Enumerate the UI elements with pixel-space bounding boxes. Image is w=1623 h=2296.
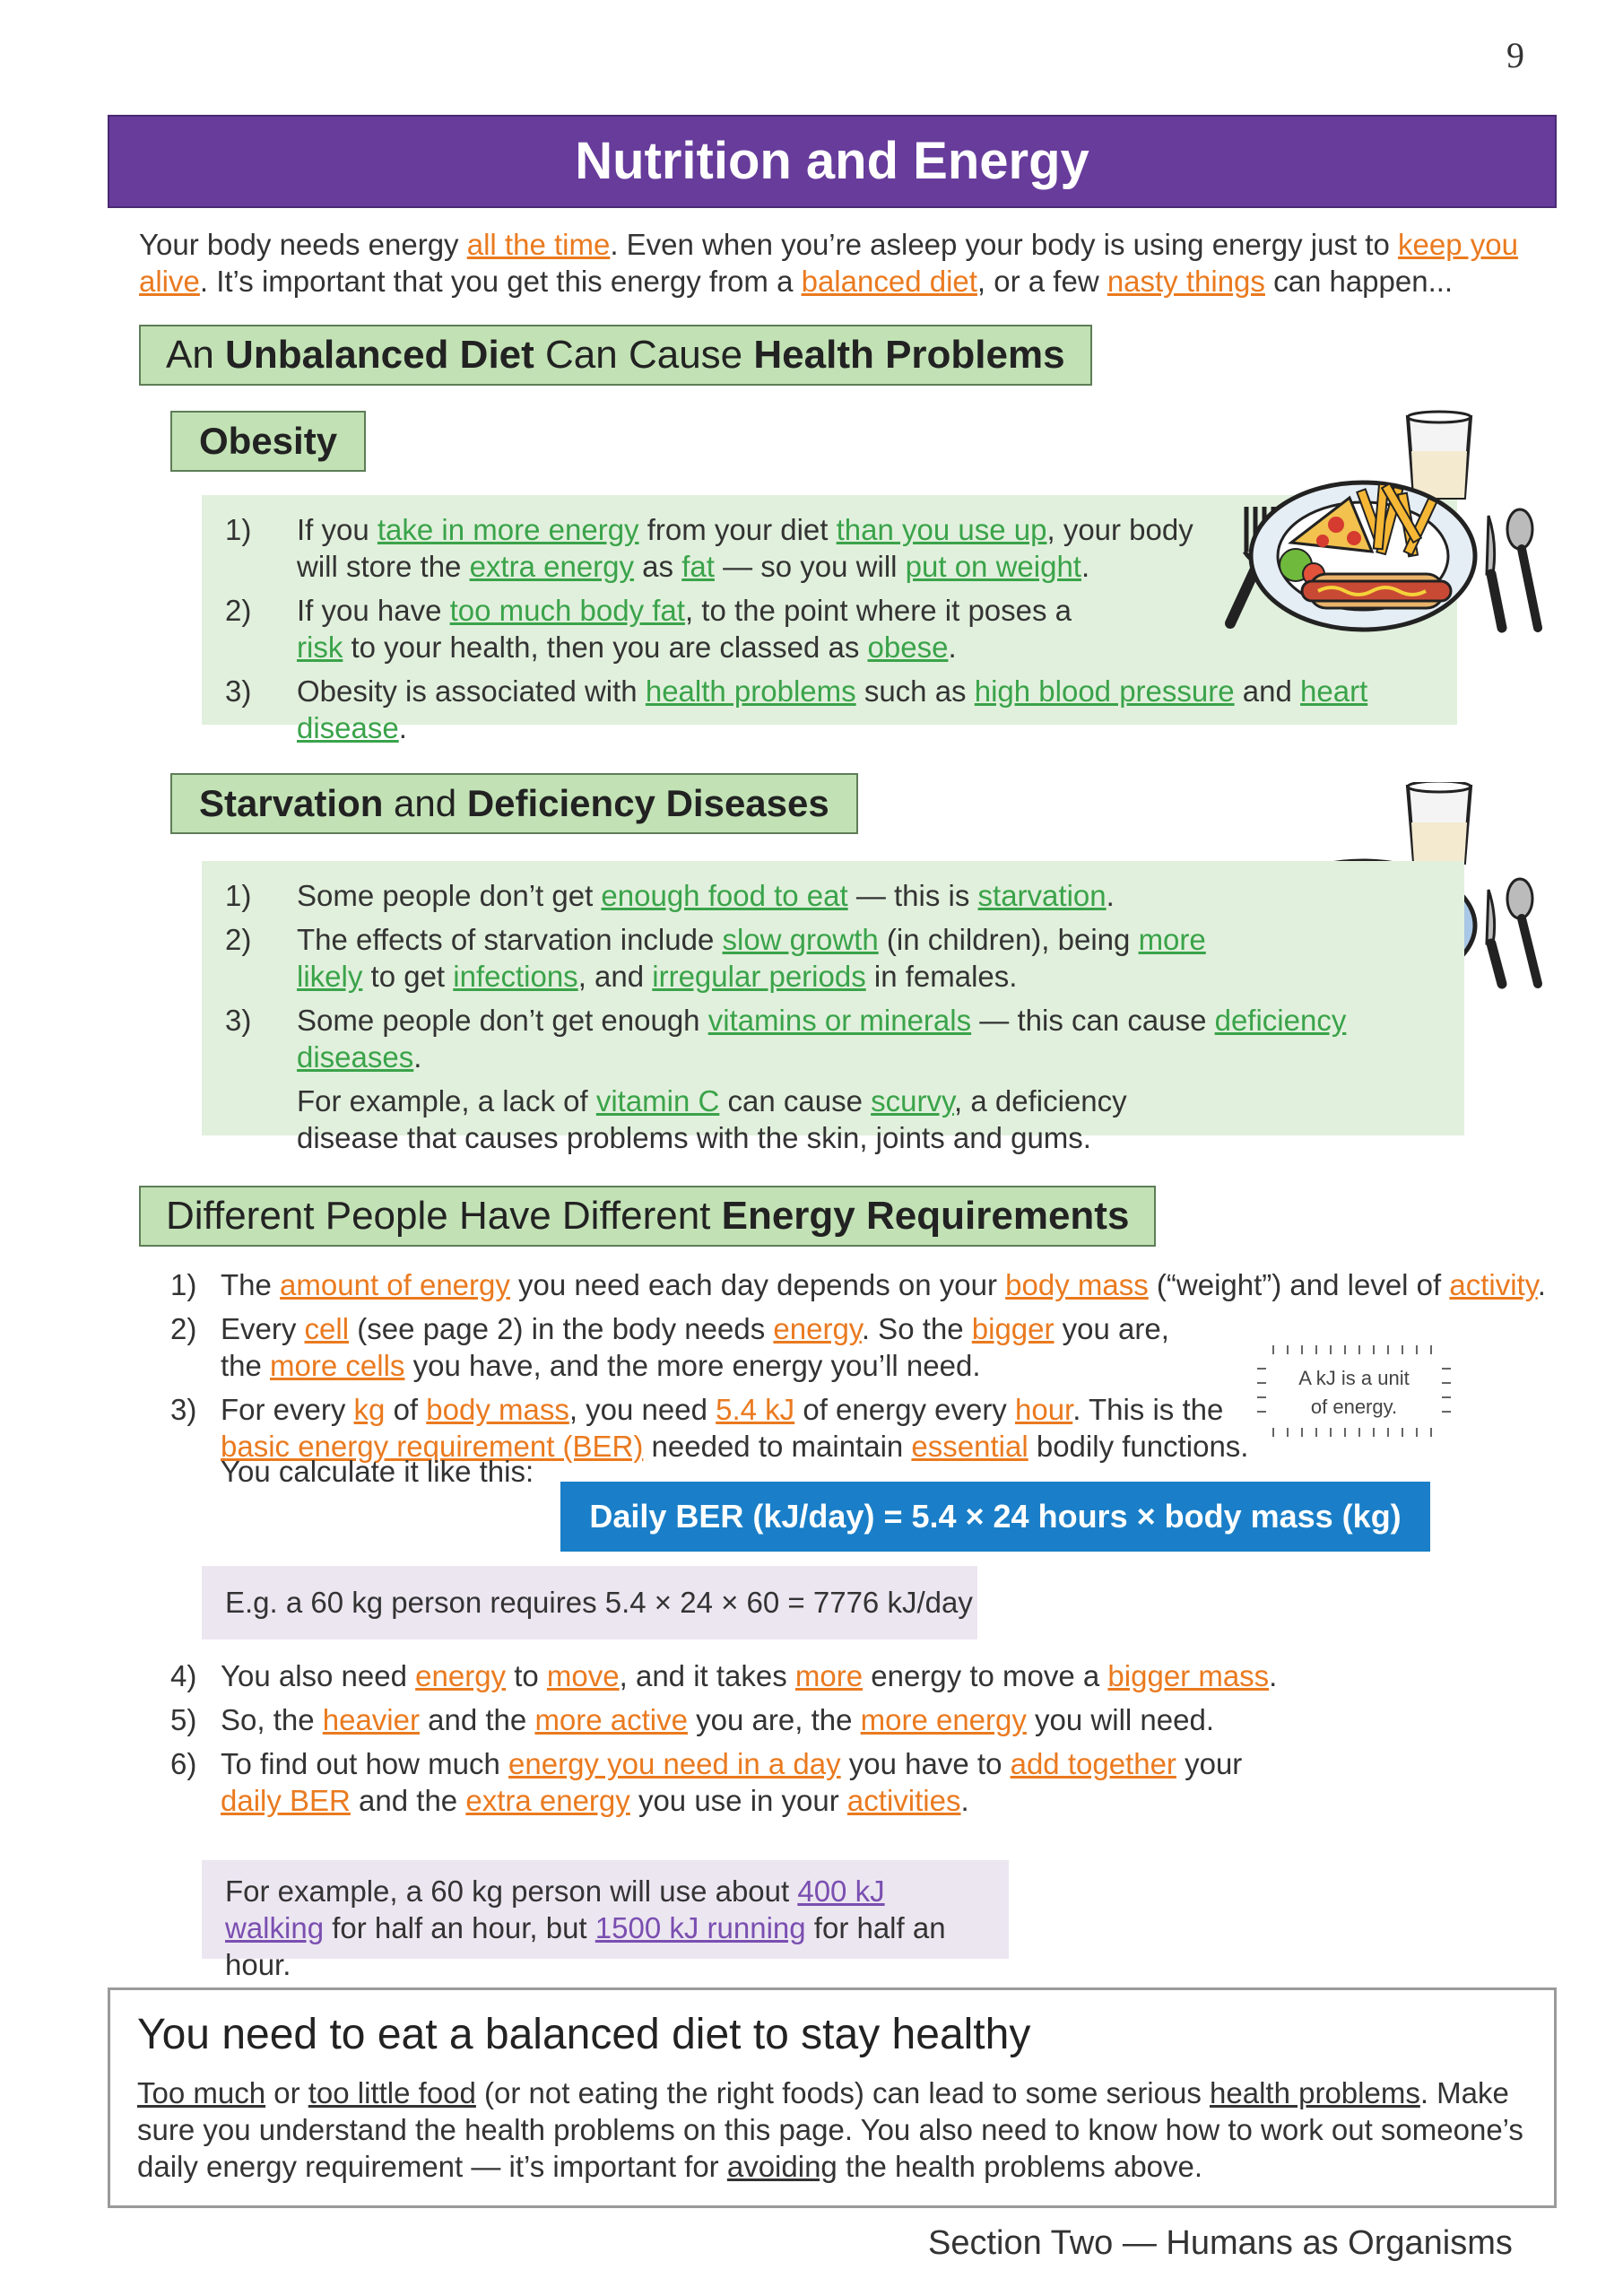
section-heading-unbalanced-diet: An Unbalanced Diet Can Cause Health Problems <box>139 325 1092 386</box>
ber-formula: Daily BER (kJ/day) = 5.4 × 24 hours × body mass (kg) <box>560 1482 1430 1552</box>
list-item: 3) For every kg of body mass, you need 5.4 kJ of energy every hour. This is the basic energy requirement (BER) needed to maintain essential bodily functions. <box>170 1393 1249 1463</box>
note-line-1: A kJ is a unit <box>1298 1367 1410 1389</box>
example-activity-box: For example, a 60 kg person will use about 400 kJ walking for half an hour, but 1500 kJ running for half an hour. <box>202 1860 1009 1959</box>
page-number: 9 <box>1506 35 1524 75</box>
note-line-2: of energy. <box>1310 1396 1398 1418</box>
summary-text: Too much or too little food (or not eating the right foods) can lead to some serious health problems. Make sure you understand the health problems on this page. You also need to know how to work out someone’s daily energy requirement — it’s important for avoiding the health problems above. <box>137 2076 1523 2183</box>
list-item: 2) Every cell (see page 2) in the body needs energy. So the bigger you are, the more cells you have, and the more energy you’ll need. <box>170 1312 1169 1382</box>
list-item: 1) If you take in more energy from your diet than you use up, your body will store the extra energy as fat — so you will put on weight. <box>225 513 1193 583</box>
list-item: 5) So, the heavier and the more active you are, the more energy you will need. <box>170 1703 1215 1736</box>
list-item: 3) Obesity is associated with health problems such as high blood pressure and heart disease. <box>225 674 1368 744</box>
list-item: 6) To find out how much energy you need in a day you have to add together your daily BER and the extra energy you use in your activities. <box>170 1747 1243 1817</box>
intro-paragraph: Your body needs energy all the time. Even when you’re asleep your body is using energy just to keep you alive. It’s important that you get this energy from a balanced diet, or a few nasty things can happen... <box>139 228 1518 298</box>
summary-box <box>108 1987 1557 2208</box>
kj-note <box>1255 1342 1453 1440</box>
list-item: 3) Some people don’t get enough vitamins or minerals — this can cause deficiency diseases. For example, a lack of vitamin C can cause scurvy, a deficiency disease that causes problems with the skin, joints and gums. <box>225 1004 1347 1154</box>
list-item: 2) The effects of starvation include slow growth (in children), being more likely to get infections, and irregular periods in females. <box>225 923 1206 993</box>
starvation-box <box>202 861 1464 1154</box>
page-title: Nutrition and Energy <box>108 115 1557 208</box>
summary-heading: You need to eat a balanced diet to stay healthy <box>137 2011 1031 2058</box>
footer-section-title: Section Two — Humans as Organisms <box>928 2224 1513 2262</box>
subheading-starvation: Starvation and Deficiency Diseases <box>170 773 858 834</box>
list-item: 1) Some people don’t get enough food to eat — this is starvation. <box>225 879 1115 912</box>
list-item: 4) You also need energy to move, and it takes more energy to move a bigger mass. <box>170 1659 1278 1692</box>
full-plate-illustration <box>1193 408 1551 677</box>
calc-intro: You calculate it like this: <box>221 1455 534 1488</box>
list-item: 2) If you have too much body fat, to the point where it poses a risk to your health, then you are classed as obese. <box>225 594 1072 664</box>
subheading-obesity: Obesity <box>170 411 366 472</box>
example-ber-box: E.g. a 60 kg person requires 5.4 × 24 × 60 = 7776 kJ/day <box>202 1566 977 1639</box>
note-tick-border <box>1255 1342 1453 1440</box>
list-item: 1) The amount of energy you need each day depends on your body mass (“weight”) and level of activity. <box>170 1268 1546 1301</box>
section-heading-energy-requirements: Different People Have Different Energy Requirements <box>139 1186 1156 1247</box>
